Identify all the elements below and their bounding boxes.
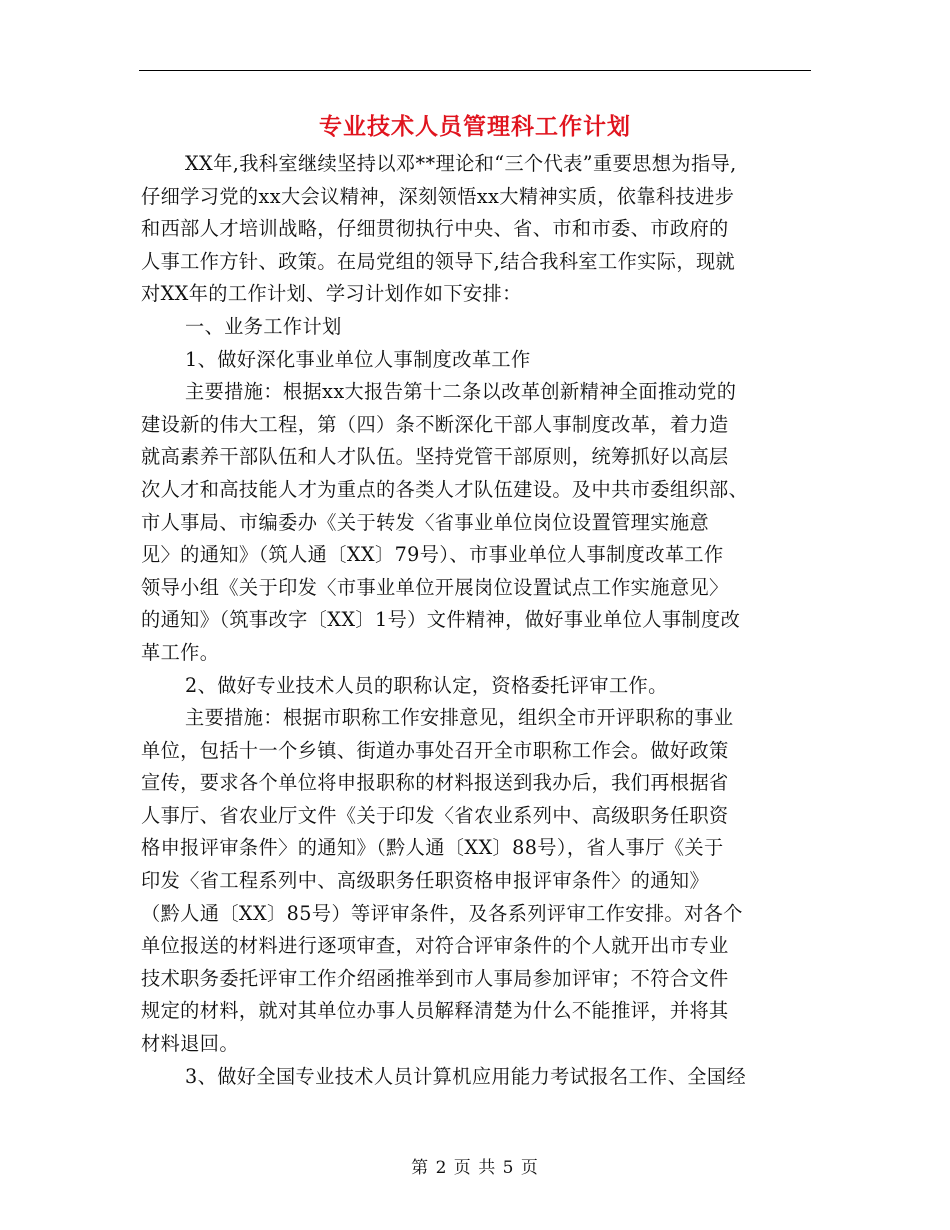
paragraph-line: 单位报送的材料进行逐项审查，对符合评审条件的个人就开出市专业 [141, 934, 729, 958]
document-body [141, 148, 811, 1093]
paragraph-line: 材料退回。 [141, 1032, 239, 1056]
paragraph-line: 次人才和高技能人才为重点的各类人才队伍建设。及中共市委组织部、 [141, 477, 749, 501]
page-footer: 第 2 页 共 5 页 [411, 1158, 539, 1178]
paragraph-line: 一、业务工作计划 [185, 314, 342, 338]
paragraph-line: 人事厅、省农业厅文件《关于印发〈省农业系列中、高级职务任职资 [141, 803, 729, 827]
paragraph-line: 建设新的伟大工程，第（四）条不断深化干部人事制度改革，着力造 [141, 412, 729, 436]
paragraph-line: 和西部人才培训战略，仔细贯彻执行中央、省、市和市委、市政府的 [141, 217, 729, 241]
paragraph-line: 主要措施：根据市职称工作安排意见，组织全市开评职称的事业 [185, 706, 734, 730]
paragraph-line: 人事工作方针、政策。在局党组的领导下,结合我科室工作实际，现就 [141, 249, 736, 273]
paragraph-line: 规定的材料，就对其单位办事人员解释清楚为什么不能推评，并将其 [141, 999, 729, 1023]
paragraph-line: XX年,我科室继续坚持以邓**理论和“三个代表”重要思想为指导, [185, 152, 737, 175]
paragraph-line: （黔人通〔XX〕85号）等评审条件，及各系列评审工作安排。对各个 [141, 901, 743, 925]
paragraph-line: 主要措施：根据xx大报告第十二条以改革创新精神全面推动党的 [185, 380, 737, 404]
paragraph-line: 技术职务委托评审工作介绍函推举到市人事局参加评审；不符合文件 [141, 966, 729, 990]
paragraph-line: 仔细学习党的xx大会议精神，深刻领悟xx大精神实质，依靠科技进步 [141, 184, 735, 208]
paragraph-line: 1、做好深化事业单位人事制度改革工作 [185, 347, 531, 371]
paragraph-line: 的通知》（筑事改字〔XX〕1号）文件精神，做好事业单位人事制度改 [141, 608, 741, 632]
paragraph-line: 市人事局、市编委办《关于转发〈省事业单位岗位设置管理实施意 [141, 510, 710, 534]
paragraph-line: 单位，包括十一个乡镇、街道办事处召开全市职称工作会。做好政策 [141, 738, 729, 762]
paragraph-line: 2、做好专业技术人员的职称认定，资格委托评审工作。 [185, 673, 668, 697]
document-title: 专业技术人员管理科工作计划 [319, 114, 631, 140]
paragraph-line: 对XX年的工作计划、学习计划作如下安排： [141, 282, 522, 306]
paragraph-line: 见〉的通知》（筑人通〔XX〕79号）、市事业单位人事制度改革工作 [141, 543, 724, 567]
paragraph-line: 格申报评审条件〉的通知》（黔人通〔XX〕88号），省人事厅《关于 [141, 836, 724, 860]
paragraph-line: 3、做好全国专业技术人员计算机应用能力考试报名工作、全国经 [185, 1064, 747, 1088]
paragraph-line: 宣传，要求各个单位将申报职称的材料报送到我办后，我们再根据省 [141, 771, 729, 795]
paragraph-line: 印发〈省工程系列中、高级职务任职资格申报评审条件〉的通知》 [141, 869, 710, 893]
header-rule [139, 70, 811, 71]
paragraph-line: 领导小组《关于印发〈市事业单位开展岗位设置试点工作实施意见〉 [141, 575, 729, 599]
paragraph-line: 革工作。 [141, 640, 220, 664]
paragraph-line: 就高素养干部队伍和人才队伍。坚持党管干部原则，统筹抓好以高层 [141, 445, 729, 469]
